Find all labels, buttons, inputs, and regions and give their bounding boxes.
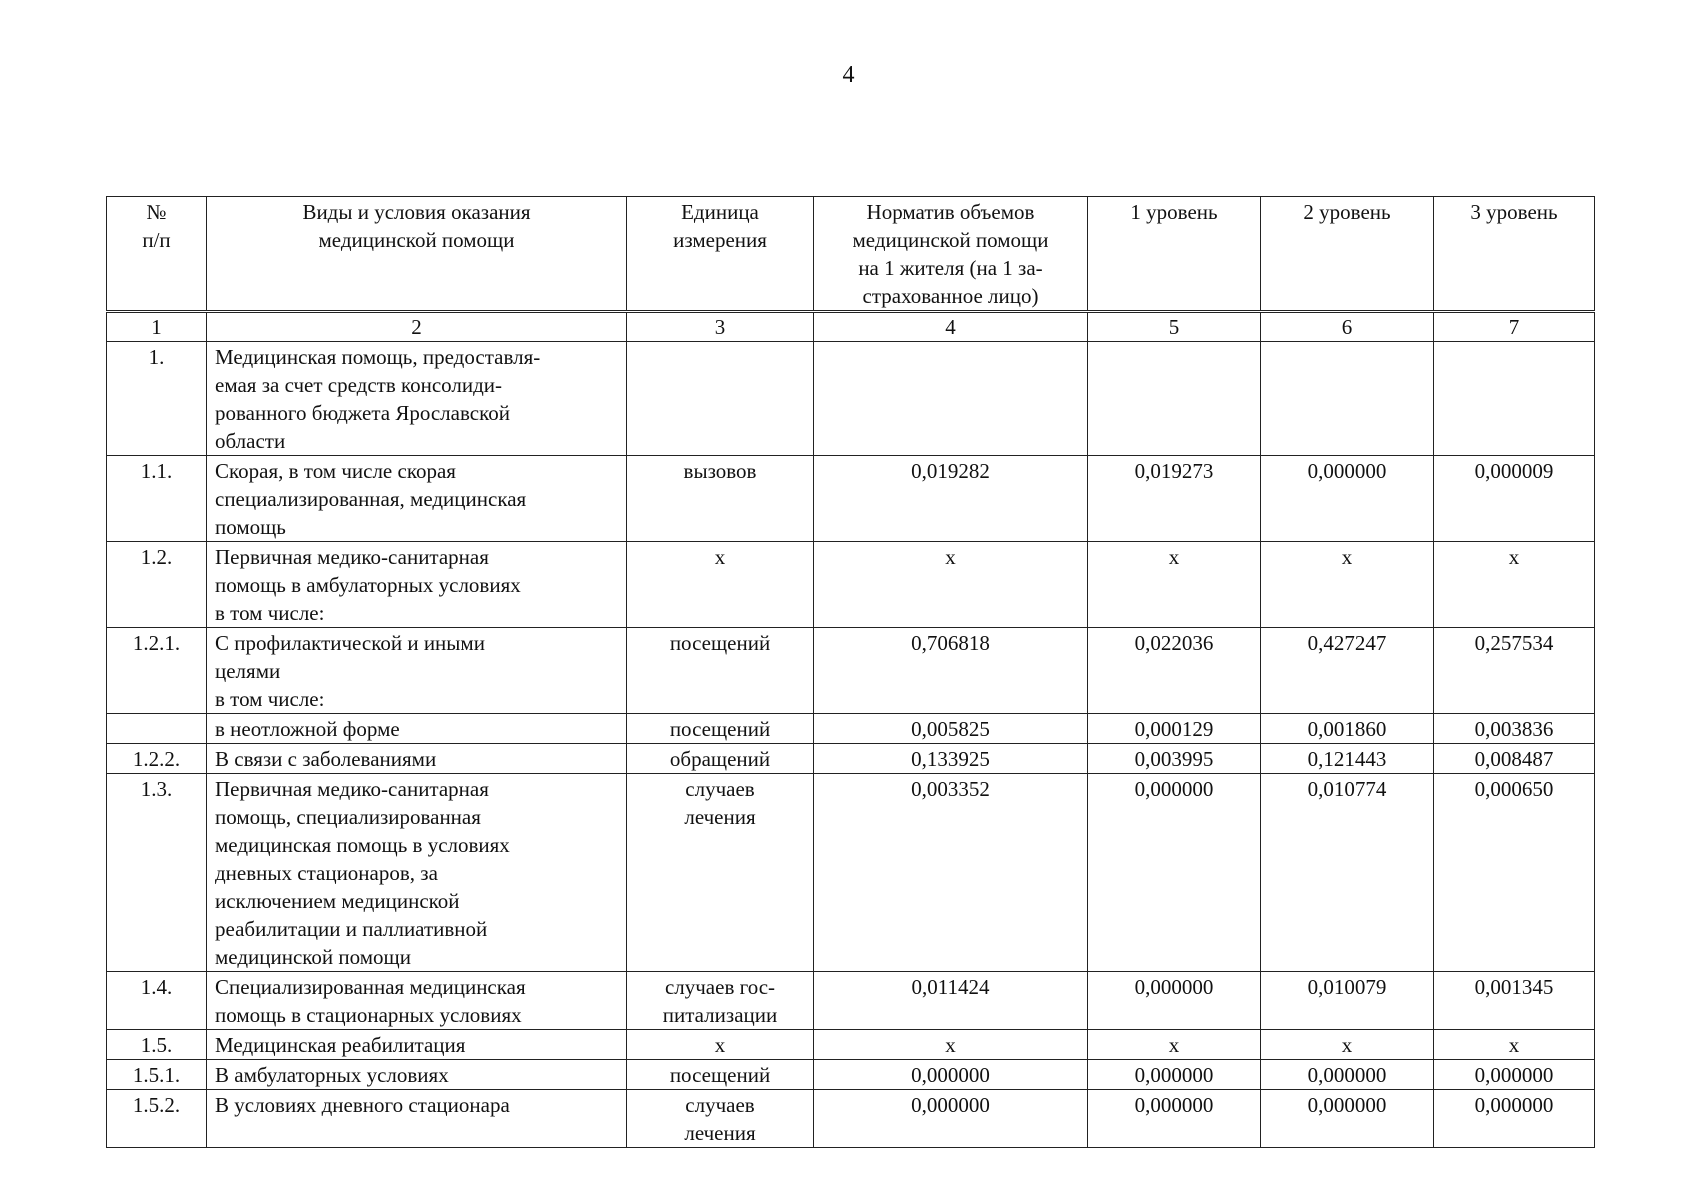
column-numbers-row (107, 312, 1595, 342)
row-level-3: 0,001345 (1434, 972, 1595, 1030)
header-cell: Виды и условия оказания медицинской помощи (207, 197, 627, 312)
row-level-1: 0,000000 (1088, 972, 1261, 1030)
table-row (107, 1060, 1595, 1090)
table-row (107, 1030, 1595, 1060)
row-name: Скорая, в том числе скорая специализированная, медицинская помощь (207, 456, 627, 542)
row-norm (814, 342, 1088, 456)
row-name: Медицинская помощь, предоставля- емая за счет средств консолиди- рованного бюджета Ярославской области (207, 342, 627, 456)
row-norm: 0,011424 (814, 972, 1088, 1030)
row-number (107, 714, 207, 744)
row-norm: 0,019282 (814, 456, 1088, 542)
row-number: 1. (107, 342, 207, 456)
header-cell: Единица измерения (627, 197, 814, 312)
row-unit (627, 342, 814, 456)
row-level-1: 0,000000 (1088, 774, 1261, 972)
row-number: 1.1. (107, 456, 207, 542)
table-row (107, 542, 1595, 628)
row-level-1: 0,000000 (1088, 1060, 1261, 1090)
row-norm: 0,000000 (814, 1060, 1088, 1090)
row-name: В условиях дневного стационара (207, 1090, 627, 1148)
row-level-3: х (1434, 1030, 1595, 1060)
row-name: Первичная медико-санитарная помощь в амбулаторных условиях в том числе: (207, 542, 627, 628)
column-number: 3 (627, 312, 814, 342)
header-cell: 2 уровень (1261, 197, 1434, 312)
row-level-2: х (1261, 542, 1434, 628)
table-row (107, 714, 1595, 744)
row-level-2: 0,010079 (1261, 972, 1434, 1030)
row-level-1: х (1088, 1030, 1261, 1060)
row-unit: случаев гос- питализации (627, 972, 814, 1030)
row-level-3: 0,000009 (1434, 456, 1595, 542)
row-level-3 (1434, 342, 1595, 456)
row-level-3: 0,003836 (1434, 714, 1595, 744)
row-level-3: 0,008487 (1434, 744, 1595, 774)
row-number: 1.4. (107, 972, 207, 1030)
header-row (107, 197, 1595, 312)
row-unit: случаев лечения (627, 774, 814, 972)
row-level-1: 0,000000 (1088, 1090, 1261, 1148)
column-number: 4 (814, 312, 1088, 342)
row-level-3: х (1434, 542, 1595, 628)
column-number: 6 (1261, 312, 1434, 342)
row-name: Первичная медико-санитарная помощь, специализированная медицинская помощь в условиях дневных стационаров, за исключением медицинской реабилитации и паллиативной медицинской помощи (207, 774, 627, 972)
row-norm: 0,003352 (814, 774, 1088, 972)
row-name: В связи с заболеваниями (207, 744, 627, 774)
row-level-3: 0,000650 (1434, 774, 1595, 972)
row-level-1: 0,000129 (1088, 714, 1261, 744)
row-number: 1.3. (107, 774, 207, 972)
header-cell: № п/п (107, 197, 207, 312)
row-number: 1.2. (107, 542, 207, 628)
table-row (107, 628, 1595, 714)
row-number: 1.5.2. (107, 1090, 207, 1148)
row-unit: х (627, 542, 814, 628)
row-level-2: 0,001860 (1261, 714, 1434, 744)
row-unit: вызовов (627, 456, 814, 542)
row-level-1: х (1088, 542, 1261, 628)
row-level-3: 0,257534 (1434, 628, 1595, 714)
row-level-2: 0,000000 (1261, 456, 1434, 542)
column-number: 2 (207, 312, 627, 342)
row-level-1: 0,019273 (1088, 456, 1261, 542)
row-level-1: 0,003995 (1088, 744, 1261, 774)
row-level-2: х (1261, 1030, 1434, 1060)
row-norm: х (814, 542, 1088, 628)
table-row (107, 774, 1595, 972)
row-norm: 0,005825 (814, 714, 1088, 744)
row-name: Медицинская реабилитация (207, 1030, 627, 1060)
row-level-2: 0,121443 (1261, 744, 1434, 774)
row-level-3: 0,000000 (1434, 1060, 1595, 1090)
row-level-1 (1088, 342, 1261, 456)
row-unit: обращений (627, 744, 814, 774)
header-cell: 1 уровень (1088, 197, 1261, 312)
page-number: 4 (842, 62, 855, 88)
row-number: 1.2.2. (107, 744, 207, 774)
table-row (107, 456, 1595, 542)
row-level-2: 0,000000 (1261, 1060, 1434, 1090)
header-cell: 3 уровень (1434, 197, 1595, 312)
row-norm: х (814, 1030, 1088, 1060)
row-unit: случаев лечения (627, 1090, 814, 1148)
row-name: С профилактической и иными целями в том числе: (207, 628, 627, 714)
table-row (107, 972, 1595, 1030)
row-name: в неотложной форме (207, 714, 627, 744)
volume-norms-table (106, 196, 1595, 1148)
header-cell: Норматив объемов медицинской помощи на 1 жителя (на 1 за- страхованное лицо) (814, 197, 1088, 312)
row-level-2: 0,427247 (1261, 628, 1434, 714)
row-number: 1.5.1. (107, 1060, 207, 1090)
row-norm: 0,133925 (814, 744, 1088, 774)
row-number: 1.5. (107, 1030, 207, 1060)
column-number: 7 (1434, 312, 1595, 342)
row-norm: 0,706818 (814, 628, 1088, 714)
row-name: Специализированная медицинская помощь в стационарных условиях (207, 972, 627, 1030)
row-norm: 0,000000 (814, 1090, 1088, 1148)
row-unit: посещений (627, 1060, 814, 1090)
row-unit: посещений (627, 628, 814, 714)
column-number: 1 (107, 312, 207, 342)
row-unit: посещений (627, 714, 814, 744)
row-number: 1.2.1. (107, 628, 207, 714)
row-level-2: 0,000000 (1261, 1090, 1434, 1148)
row-unit: х (627, 1030, 814, 1060)
row-level-2 (1261, 342, 1434, 456)
table-row (107, 342, 1595, 456)
column-number: 5 (1088, 312, 1261, 342)
row-name: В амбулаторных условиях (207, 1060, 627, 1090)
table-row (107, 744, 1595, 774)
row-level-3: 0,000000 (1434, 1090, 1595, 1148)
row-level-2: 0,010774 (1261, 774, 1434, 972)
table-row (107, 1090, 1595, 1148)
row-level-1: 0,022036 (1088, 628, 1261, 714)
